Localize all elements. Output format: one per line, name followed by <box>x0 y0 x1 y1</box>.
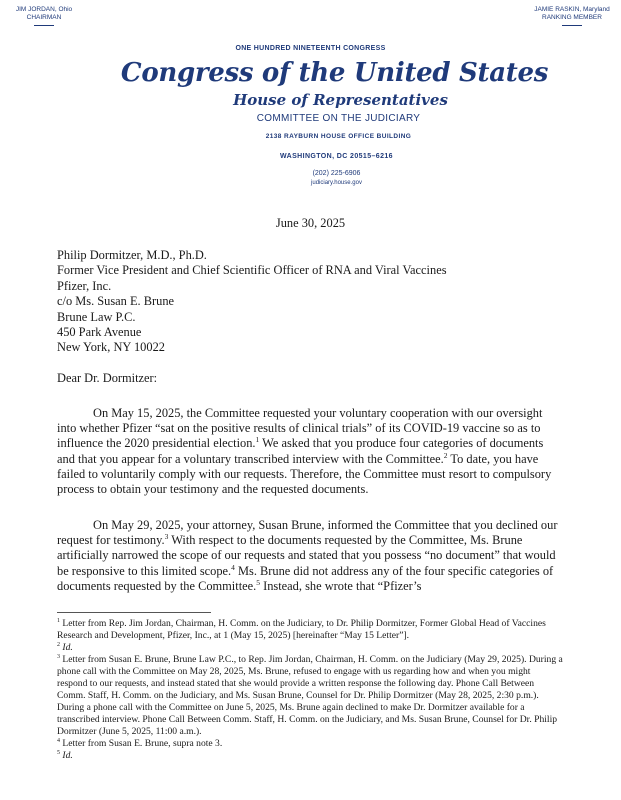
chairman-header <box>8 6 80 26</box>
footnote <box>57 618 563 642</box>
footnote-text: Id. <box>60 750 73 761</box>
footnote-divider <box>57 612 211 613</box>
paragraph-text: On May 15, 2025, the Committee requested your voluntary cooperation with our oversight into whether Pfizer “sat on the positive results of clinical trials” of its COVID-19 vaccine so as to influence the 2020 presidential election. <box>57 406 543 451</box>
chairman-title: CHAIRMAN <box>26 14 62 21</box>
footnote-number: 2 <box>57 641 60 648</box>
footnote-ref: 5 <box>256 577 260 587</box>
footnote <box>57 654 563 738</box>
phone-number: (202) 225-6906 <box>312 170 361 177</box>
footnote-ref: 3 <box>164 532 169 542</box>
paragraph-text: To date, you have failed to voluntarily comply with our requests. Therefore, the Committee must resort to compulsory process to obtain your testimony and the requested documents. <box>57 451 552 497</box>
footnote-number: 1 <box>57 617 60 624</box>
footnote-number: 5 <box>57 749 60 756</box>
address-line: 450 Park Avenue <box>57 324 142 339</box>
letter-date: June 30, 2025 <box>275 216 346 230</box>
footnote-number: 4 <box>57 737 60 744</box>
ranking-member-title: RANKING MEMBER <box>542 14 602 21</box>
congress-number: ONE HUNDRED NINETEENTH CONGRESS <box>235 45 386 52</box>
address-line: New York, NY 10022 <box>57 340 165 355</box>
city-zip: WASHINGTON, DC 20515–6216 <box>280 153 393 160</box>
address-line: c/o Ms. Susan E. Brune <box>57 294 175 309</box>
paragraph-1 <box>57 406 561 497</box>
salutation: Dear Dr. Dormitzer: <box>57 371 158 385</box>
chairman-name: JIM JORDAN, Ohio <box>15 6 73 13</box>
congress-title: Congress of the United States <box>120 58 549 88</box>
footnote-ref: 1 <box>255 435 260 445</box>
footnote <box>57 738 563 750</box>
footnote-ref: 4 <box>231 562 235 572</box>
footnote <box>57 642 563 654</box>
footnote-text: Id. <box>60 642 73 653</box>
house-title: House of Representatives <box>233 91 448 109</box>
paragraph-2 <box>57 518 561 594</box>
paragraph-text: Instead, she wrote that “Pfizer’s <box>260 578 422 593</box>
ranking-member-rule <box>562 25 582 26</box>
footnote-ref: 2 <box>443 450 448 460</box>
paragraph-text: With respect to the documents requested by the Committee, Ms. Brune artificially narrowed the scope of our requests and stated that you possess “no document” that would be responsive to this limited scope. <box>57 533 556 578</box>
footnote-number: 3 <box>57 653 60 660</box>
footnotes <box>57 618 563 762</box>
office-address: 2138 RAYBURN HOUSE OFFICE BUILDING <box>265 133 412 140</box>
footnote <box>57 750 563 762</box>
footnote-text: Letter from Rep. Jim Jordan, Chairman, H. Comm. on the Judiciary, to Dr. Philip Dormitzer, Former Global Head of Vaccines Research and Development, Pfizer, Inc., at 1 (May 15, 2025) [hereinafter “May 15 Letter”]. <box>57 618 546 641</box>
address-line: Former Vice President and Chief Scientific Officer of RNA and Viral Vaccines <box>57 263 447 278</box>
footnote-text: Letter from Susan E. Brune, Brune Law P.C., to Rep. Jim Jordan, Chairman, H. Comm. on the Judiciary (May 29, 2025). During a phone call with the Committee on May 28, 2025, Ms. Brune, refused to engage with us regarding how and when you might respond to our requests, and instead stated that she would provide a written response the following day. Phone Call Between Comm. Staff, H. Comm. on the Judiciary, and Ms. Susan Brune, Counsel for Dr. Philip Dormitzer (May 28, 2025, 2:30 p.m.). During a phone call with the Committee on June 5, 2025, Ms. Brune again declined to make Dr. Dormitzer available for a transcribed interview. Phone Call Between Comm. Staff, H. Comm. on the Judiciary, and Ms. Susan Brune, Counsel for Dr. Philip Dormitzer (June 5, 2025, 11:00 a.m.). <box>57 654 563 737</box>
recipient-address <box>57 248 561 356</box>
website: judiciary.house.gov <box>311 180 362 186</box>
paragraph-text: Ms. Brune did not address any of the four specific categories of documents requested by the Committee. <box>57 563 554 593</box>
paragraph-text: We asked that you produce four categories of documents and that you appear for a voluntary transcribed interview with the Committee. <box>57 436 544 466</box>
ranking-member-header <box>531 6 613 26</box>
ranking-member-name: JAMIE RASKIN, Maryland <box>534 6 610 13</box>
committee-name: COMMITTEE ON THE JUDICIARY <box>256 113 421 124</box>
address-line: Pfizer, Inc. <box>57 278 112 293</box>
address-line: Brune Law P.C. <box>57 309 136 324</box>
chairman-rule <box>34 25 54 26</box>
address-line: Philip Dormitzer, M.D., Ph.D. <box>57 248 207 262</box>
footnote-text: Letter from Susan E. Brune, supra note 3. <box>60 738 223 749</box>
paragraph-text: On May 29, 2025, your attorney, Susan Brune, informed the Committee that you declined our request for testimony. <box>57 518 558 548</box>
